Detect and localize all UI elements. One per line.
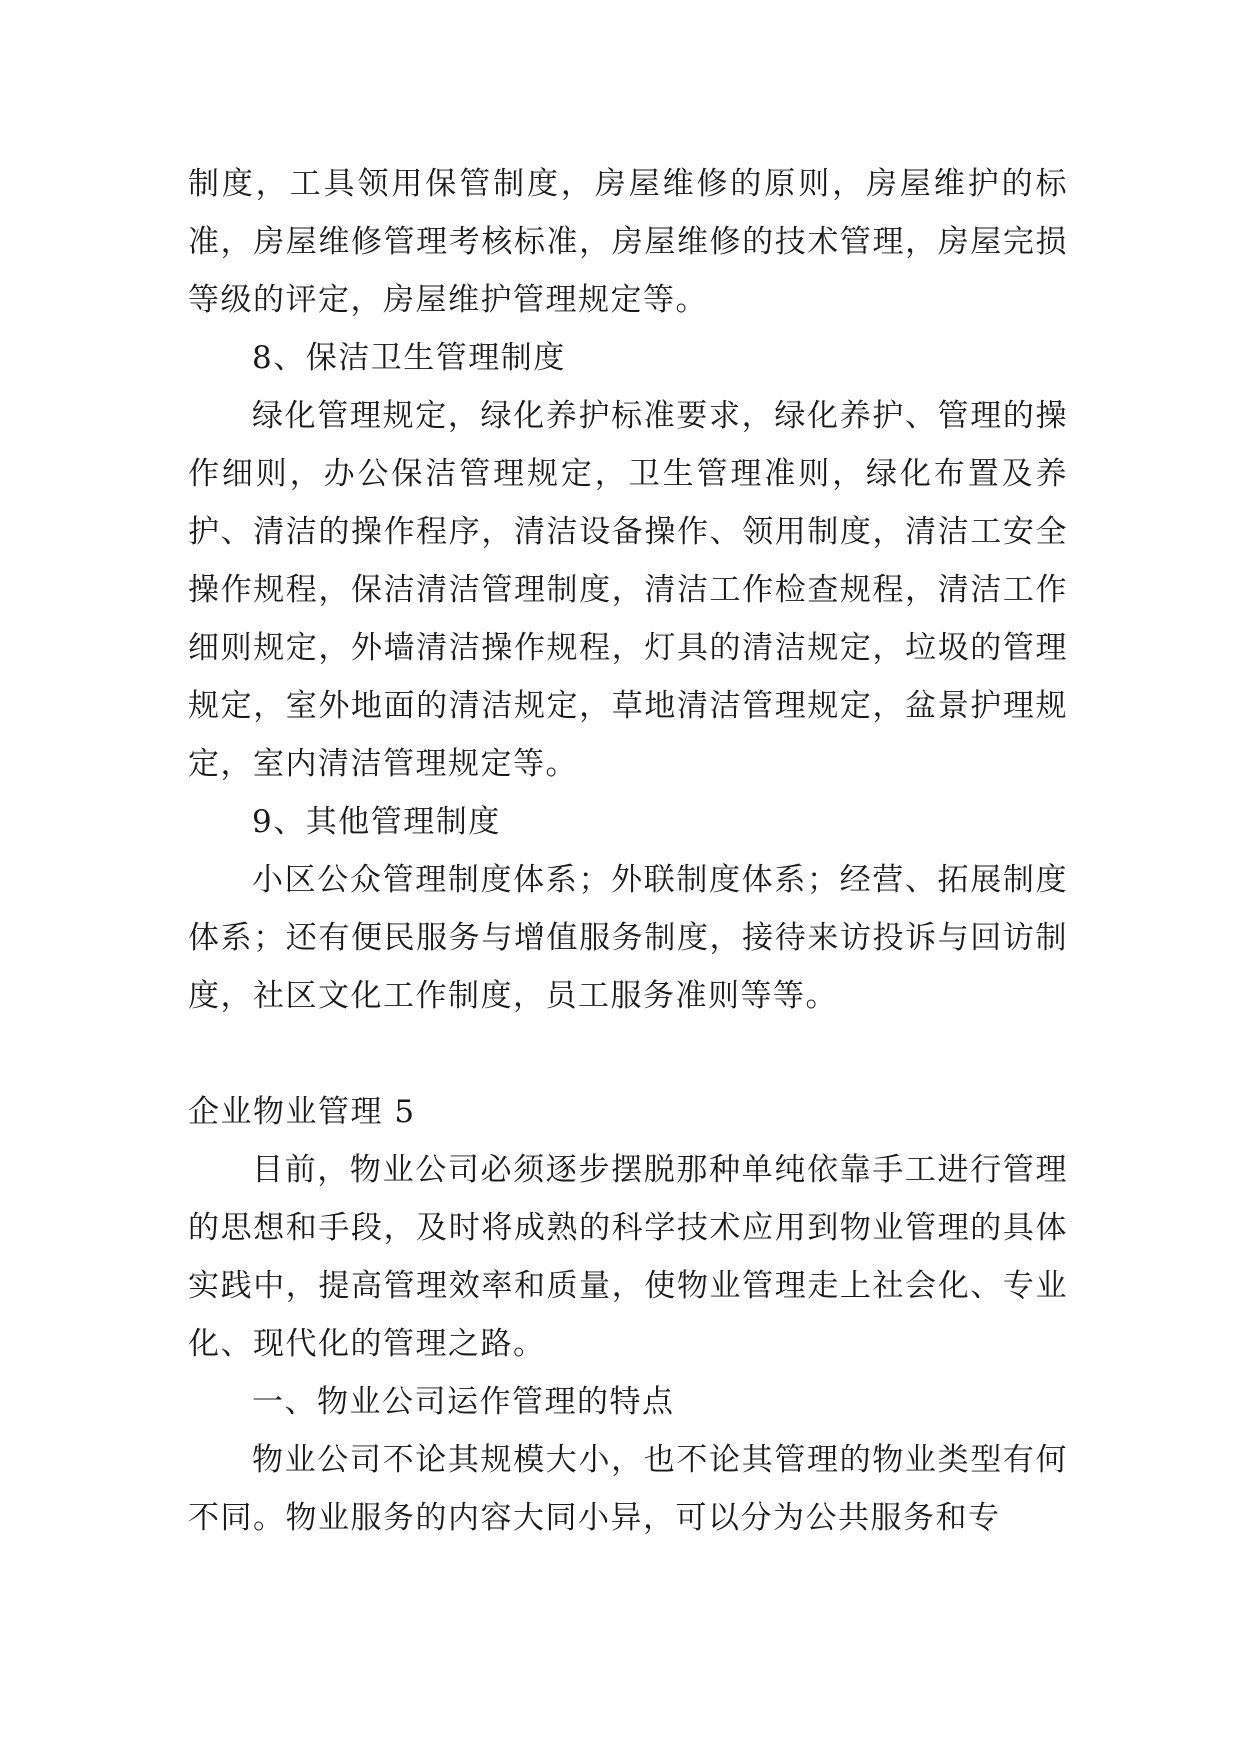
heading-characteristics: 一、物业公司运作管理的特点 (252, 1384, 675, 1420)
heading-cleaning-management: 8、保洁卫生管理制度 (252, 340, 566, 376)
paragraph-other-rules: 小区公众管理制度体系；外联制度体系；经营、拓展制度体系；还有便民服务与增值服务制度，接待来访投诉与回访制度，社区文化工作制度，员工服务准则等等。 (188, 862, 1068, 1014)
section-gap (188, 1025, 1068, 1083)
paragraph-continued: 制度，工具领用保管制度，房屋维修的原则，房屋维护的标准，房屋维修管理考核标准，房屋维修的技术管理，房屋完损等级的评定，房屋维护管理规定等。 (188, 166, 1068, 318)
section-title: 企业物业管理 5 (188, 1094, 416, 1130)
paragraph-intro: 目前，物业公司必须逐步摆脱那种单纯依靠手工进行管理的思想和手段，及时将成熟的科学技术应用到物业管理的具体实践中，提高管理效率和质量，使物业管理走上社会化、专业化、现代化的管理之路。 (188, 1152, 1068, 1362)
document-body (188, 155, 1068, 1547)
paragraph-characteristics: 物业公司不论其规模大小，也不论其管理的物业类型有何不同。物业服务的内容大同小异，可以分为公共服务和专 (188, 1442, 1068, 1536)
paragraph-cleaning-rules: 绿化管理规定，绿化养护标准要求，绿化养护、管理的操作细则，办公保洁管理规定，卫生管理准则，绿化布置及养护、清洁的操作程序，清洁设备操作、领用制度，清洁工安全操作规程，保洁清洁管理制度，清洁工作检查规程，清洁工作细则规定，外墙清洁操作规程，灯具的清洁规定，垃圾的管理规定，室外地面的清洁规定，草地清洁管理规定，盆景护理规定，室内清洁管理规定等。 (188, 398, 1068, 782)
heading-other-management: 9、其他管理制度 (252, 804, 501, 840)
